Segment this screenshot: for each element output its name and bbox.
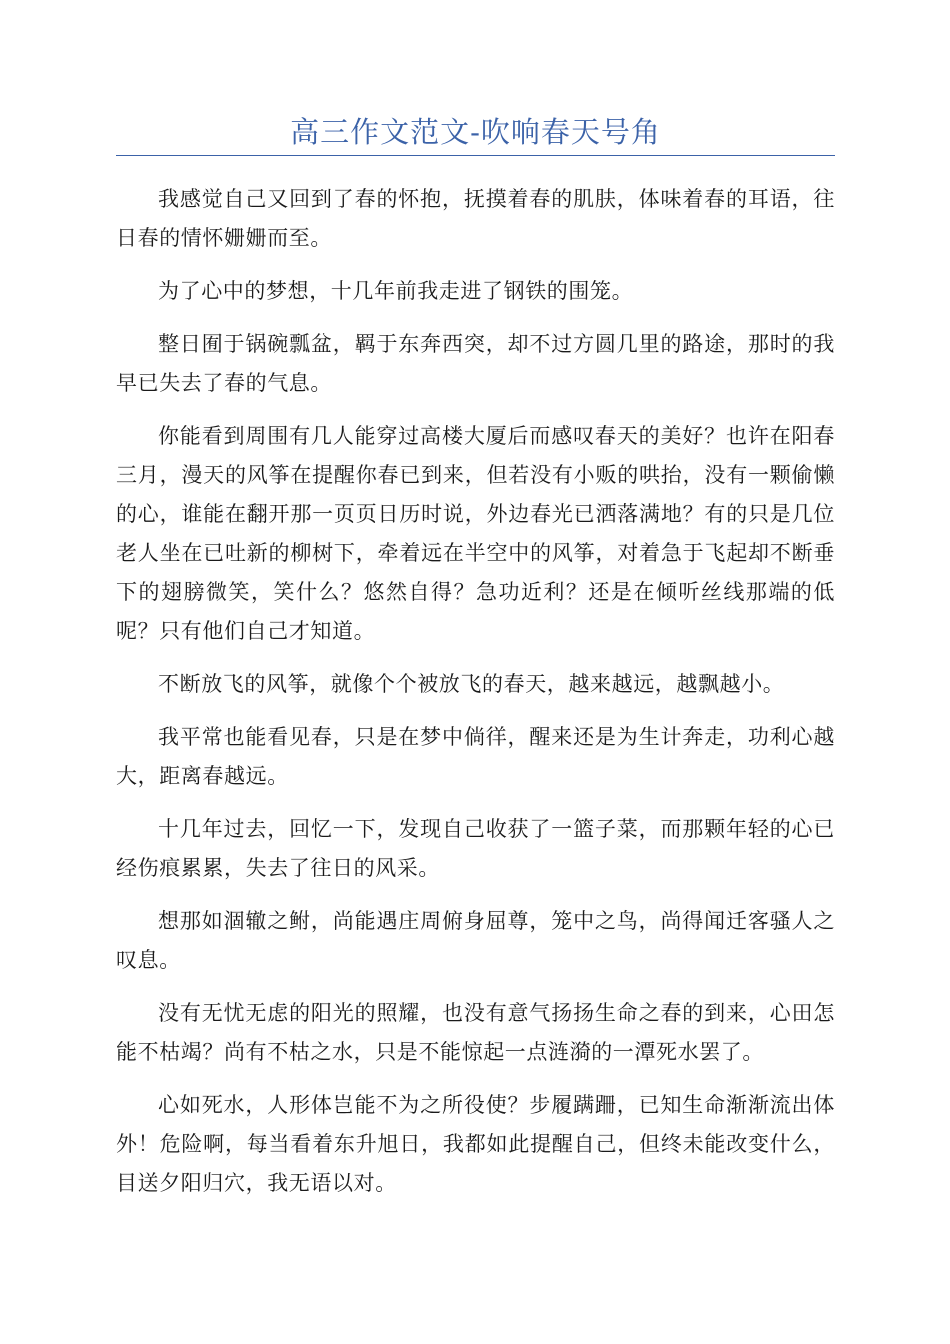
paragraph: 整日囿于锅碗瓢盆，羁于东奔西突，却不过方圆几里的路途，那时的我早已失去了春的气息。 [116,332,835,395]
document-body [116,180,835,1203]
paragraph: 心如死水，人形体岂能不为之所役使？步履蹒跚，已知生命渐渐流出体外！危险啊，每当看着东升旭日，我都如此提醒自己，但终未能改变什么，目送夕阳归穴，我无语以对。 [116,1093,835,1195]
paragraph: 十几年过去，回忆一下，发现自己收获了一篮子菜，而那颗年轻的心已经伤痕累累，失去了往日的风采。 [116,817,835,880]
paragraph: 你能看到周围有几人能穿过高楼大厦后而感叹春天的美好？也许在阳春三月，漫天的风筝在提醒你春已到来，但若没有小贩的哄抬，没有一颗偷懒的心，谁能在翻开那一页页日历时说，外边春光已洒落满地？有的只是几位老人坐在已吐新的柳树下，牵着远在半空中的风筝，对着急于飞起却不断垂下的翅膀微笑，笑什么？悠然自得？急功近利？还是在倾听丝线那端的低呢？只有他们自己才知道。 [116,424,835,643]
document-title: 高三作文范文-吹响春天号角 [116,110,835,156]
paragraph: 不断放飞的风筝，就像个个被放飞的春天，越来越远，越飘越小。 [158,672,785,696]
document-page [116,110,835,1217]
paragraph: 我平常也能看见春，只是在梦中倘徉，醒来还是为生计奔走，功利心越大，距离春越远。 [116,725,835,788]
paragraph: 没有无忧无虑的阳光的照耀，也没有意气扬扬生命之春的到来，心田怎能不枯竭？尚有不枯之水，只是不能惊起一点涟漪的一潭死水罢了。 [116,1001,835,1064]
paragraph: 想那如涸辙之鲋，尚能遇庄周俯身屈尊，笼中之鸟，尚得闻迁客骚人之叹息。 [116,909,835,972]
paragraph: 我感觉自己又回到了春的怀抱，抚摸着春的肌肤，体味着春的耳语，往日春的情怀姗姗而至。 [116,187,835,250]
paragraph: 为了心中的梦想，十几年前我走进了钢铁的围笼。 [158,279,634,303]
